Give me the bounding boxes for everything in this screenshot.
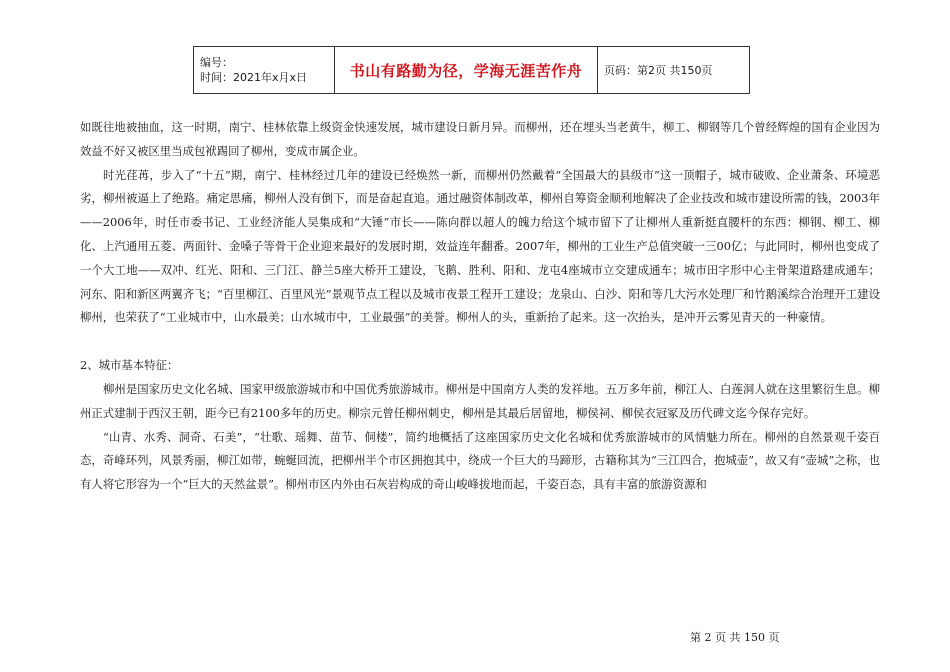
paragraph-fifteenth-five-year: 时光荏苒，步入了“十五”期，南宁、桂林经过几年的建设已经焕然一新，而柳州仍然戴着“全国最大的县级市”这一顶帽子，城市破败、企业萧条、环境恶劣，柳州被逼上了绝路。痛定思痛，柳州人没有倒下，而是奋起直追。通过融资体制改革，柳州自筹资金顺利地解决了企业技改和城市建设所需的钱，2003年——2006年，时任市委书记、工业经济能人吴集成和“大锤”市长——陈向群以超人的魄力给这个城市留下了让柳州人重新挺直腰杆的东西：柳钢、柳工、柳化、上汽通用五菱、两面针、金嗓子等骨干企业迎来最好的发展时期，效益连年翻番。2007年，柳州的工业生产总值突破一三00亿；与此同时，柳州也变成了一个大工地——双冲、红光、阳和、三门江、静兰5座大桥开工建设，飞鹅、胜利、阳和、龙屯4座城市立交建成通车；城市田字形中心主骨架道路建成通车；河东、阳和新区两翼齐飞；“百里柳江、百里风光”景观节点工程以及城市夜景工程开工建设；龙泉山、白沙、阳和等几大污水处理厂和竹鹅溪综合治理开工建设柳州，也荣获了“工业城市中，山水最美；山水城市中，工业最强”的美誉。柳州人的头，重新抬了起来。这一次抬头，是冲开云雾见青天的一种豪情。	[80, 167, 880, 325]
paragraph-history: 柳州是国家历史文化名城、国家甲级旅游城市和中国优秀旅游城市。柳州是中国南方人类的发祥地。五万多年前，柳江人、白莲洞人就在这里繁衍生息。柳州正式建制于西汉王朝，距今已有2100多年的历史。柳宗元曾任柳州刺史，柳州是其最后居留地，柳侯祠、柳侯衣冠冢及历代碑文迄今保存完好。	[80, 381, 880, 420]
paragraph-landscape: “山青、水秀、洞奇、石美”，“壮歌、瑶舞、苗节、侗楼”，简约地概括了这座国家历史文化名城和优秀旅游城市的风情魅力所在。柳州的自然景观千姿百态，奇峰环列，风景秀丽，柳江如带，蜿蜒回流，把柳州半个市区拥抱其中，绕成一个巨大的马蹄形，古籍称其为“三江四合，抱城壶”，故又有“壶城”之称，也有人将它形容为一个“巨大的天然盆景”。柳州市区内外由石灰岩构成的奇山峻峰拔地而起，千姿百态，具有丰富的旅游资源和	[80, 429, 880, 492]
document-time-label: 时间：2021年x月x日	[200, 71, 308, 84]
page-footer: 第 2 页 共 150 页	[690, 631, 780, 644]
section-heading: 2、城市基本特征：	[80, 358, 179, 373]
header-meta	[194, 47, 335, 94]
page-header	[193, 46, 750, 94]
document-number-label: 编号：	[200, 56, 233, 69]
paragraph-continued: 如既往地被抽血，这一时期，南宁、桂林依靠上级资金快速发展，城市建设日新月异。而柳州，还在埋头当老黄牛，柳工、柳钢等几个曾经辉煌的国有企业因为效益不好又被区里当成包袱踢回了柳州，变成市属企业。	[80, 120, 880, 158]
document-body	[80, 116, 880, 497]
header-page-number: 页码：第2页 共150页	[598, 47, 750, 94]
header-motto: 书山有路勤为径，学海无涯苦作舟	[335, 47, 598, 94]
